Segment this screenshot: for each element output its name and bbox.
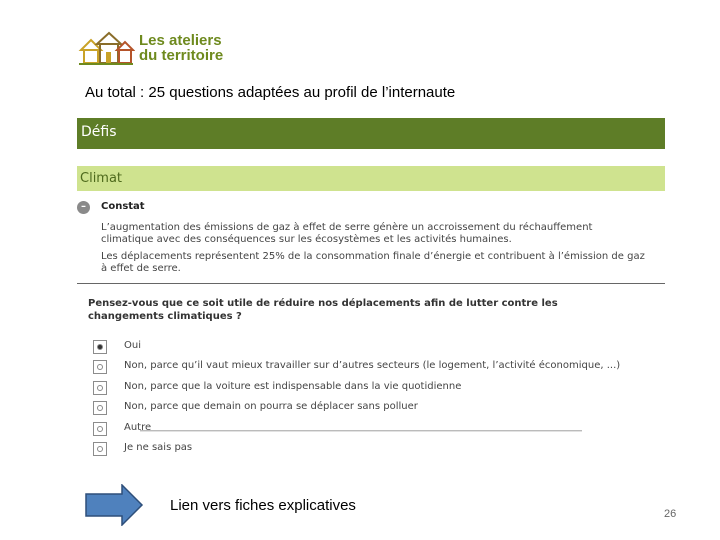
- radio-dot-icon: [97, 405, 103, 411]
- subsection-title: Climat: [80, 171, 123, 186]
- radio-button[interactable]: [93, 401, 107, 415]
- radio-dot-icon: [97, 344, 103, 350]
- constat-paragraph-1-line-1: L’augmentation des émissions de gaz à effet de serre génère un accroissement du réchauffement: [101, 222, 593, 233]
- divider: [77, 283, 665, 284]
- houses-logo-icon: [77, 30, 135, 66]
- slide-headline: Au total : 25 questions adaptées au profil de l’internaute: [85, 84, 456, 101]
- radio-dot-icon: [97, 385, 103, 391]
- option-label: Je ne sais pas: [124, 442, 193, 453]
- radio-button[interactable]: [93, 422, 107, 436]
- option-label: Oui: [124, 340, 141, 351]
- section-title: Défis: [81, 124, 117, 140]
- explanatory-sheets-link[interactable]: Lien vers fiches explicatives: [170, 497, 356, 514]
- radio-dot-icon: [97, 364, 103, 370]
- option-non-demain[interactable]: [93, 400, 418, 416]
- radio-button[interactable]: [93, 340, 107, 354]
- logo-line-2: du territoire: [139, 47, 224, 64]
- question-text: [88, 297, 588, 323]
- option-ne-sais-pas[interactable]: [93, 441, 193, 457]
- option-label: Non, parce que demain on pourra se déplacer sans polluer: [124, 401, 418, 412]
- radio-dot-icon: [97, 426, 103, 432]
- constat-paragraph-2-line-2: à effet de serre.: [101, 263, 181, 274]
- logo: [77, 29, 227, 67]
- page-number: 26: [664, 508, 677, 520]
- option-label: Autre: [124, 422, 152, 433]
- constat-paragraph-1: [101, 222, 657, 246]
- constat-paragraph-2-line-1: Les déplacements représentent 25% de la consommation finale d’énergie et contribuent à l’émission de gaz: [101, 251, 645, 262]
- radio-dot-icon: [97, 446, 103, 452]
- right-arrow-icon[interactable]: [84, 484, 144, 526]
- option-autre[interactable]: [93, 421, 152, 437]
- option-non-autres-secteurs[interactable]: [93, 359, 621, 375]
- option-non-voiture[interactable]: [93, 380, 462, 396]
- radio-button[interactable]: [93, 360, 107, 374]
- constat-paragraph-2: [101, 251, 657, 275]
- constat-paragraph-1-line-2: climatique avec des conséquences sur les écosystèmes et les activités humaines.: [101, 234, 512, 245]
- logo-line-1: Les ateliers: [139, 32, 222, 49]
- radio-button[interactable]: [93, 381, 107, 395]
- radio-button[interactable]: [93, 442, 107, 456]
- subsection-bar-climat[interactable]: [77, 166, 665, 191]
- collapse-toggle-icon[interactable]: –: [77, 201, 90, 214]
- option-label: Non, parce que la voiture est indispensable dans la vie quotidienne: [124, 381, 462, 392]
- option-oui[interactable]: [93, 339, 141, 355]
- section-bar-defis: [77, 118, 665, 149]
- question-line-1: Pensez-vous que ce soit utile de réduire nos déplacements afin de lutter contre les: [88, 298, 558, 309]
- question-line-2: changements climatiques ?: [88, 311, 242, 322]
- other-text-input[interactable]: [140, 430, 582, 432]
- constat-title: Constat: [101, 201, 145, 212]
- logo-text: [139, 33, 223, 63]
- option-label: Non, parce qu’il vaut mieux travailler sur d’autres secteurs (le logement, l’activité économique, ...): [124, 360, 621, 371]
